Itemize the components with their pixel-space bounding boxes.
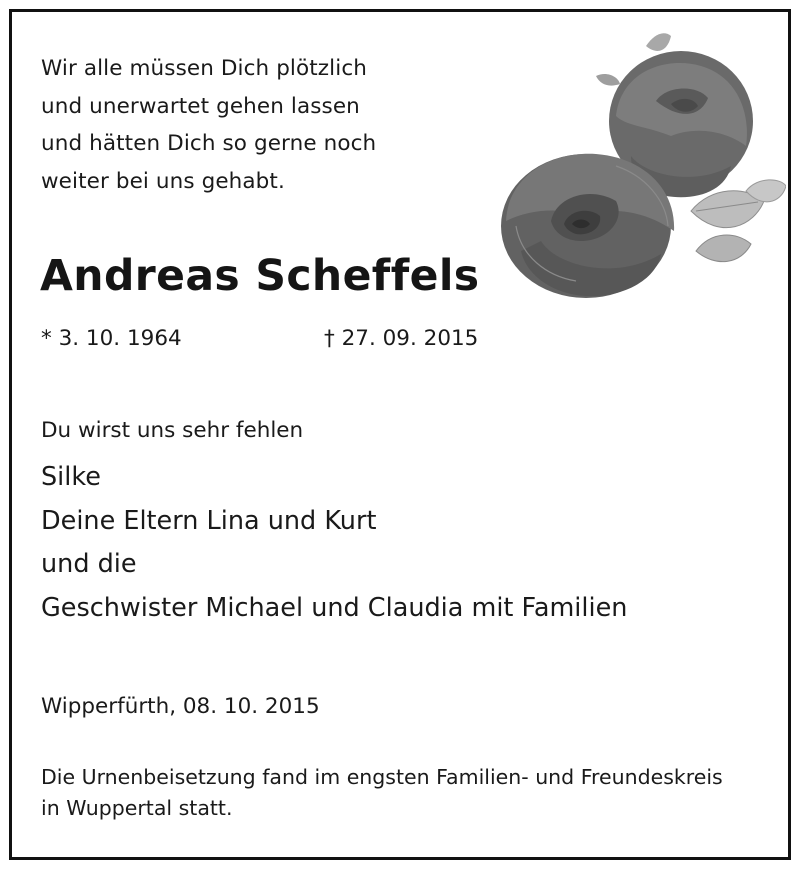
place-and-date: Wipperfürth, 08. 10. 2015 (41, 694, 320, 719)
notice-line: Die Urnenbeisetzung fand im engsten Familien- und Freundeskreis (41, 765, 723, 789)
deceased-name: Andreas Scheffels (40, 252, 480, 301)
death-date: † 27. 09. 2015 (324, 326, 479, 351)
burial-notice (41, 762, 723, 824)
poem-text (41, 50, 376, 200)
rose-front (501, 154, 674, 298)
birth-date: * 3. 10. 1964 (41, 326, 182, 351)
notice-line: in Wuppertal statt. (41, 796, 233, 820)
mourner-line: Deine Eltern Lina und Kurt (41, 505, 377, 536)
poem-line: Wir alle müssen Dich plötzlich (41, 56, 367, 81)
roses-illustration (496, 26, 786, 306)
closing-line: Du wirst uns sehr fehlen (41, 418, 304, 443)
mourner-line: und die (41, 549, 137, 579)
mourner-line: Silke (41, 462, 101, 492)
mourner-line: Geschwister Michael und Claudia mit Familien (41, 592, 628, 623)
poem-line: und hätten Dich so gerne noch (41, 131, 377, 156)
poem-line: und unerwartet gehen lassen (41, 93, 360, 119)
poem-line: weiter bei uns gehabt. (41, 168, 285, 194)
mourners-list (41, 456, 627, 630)
